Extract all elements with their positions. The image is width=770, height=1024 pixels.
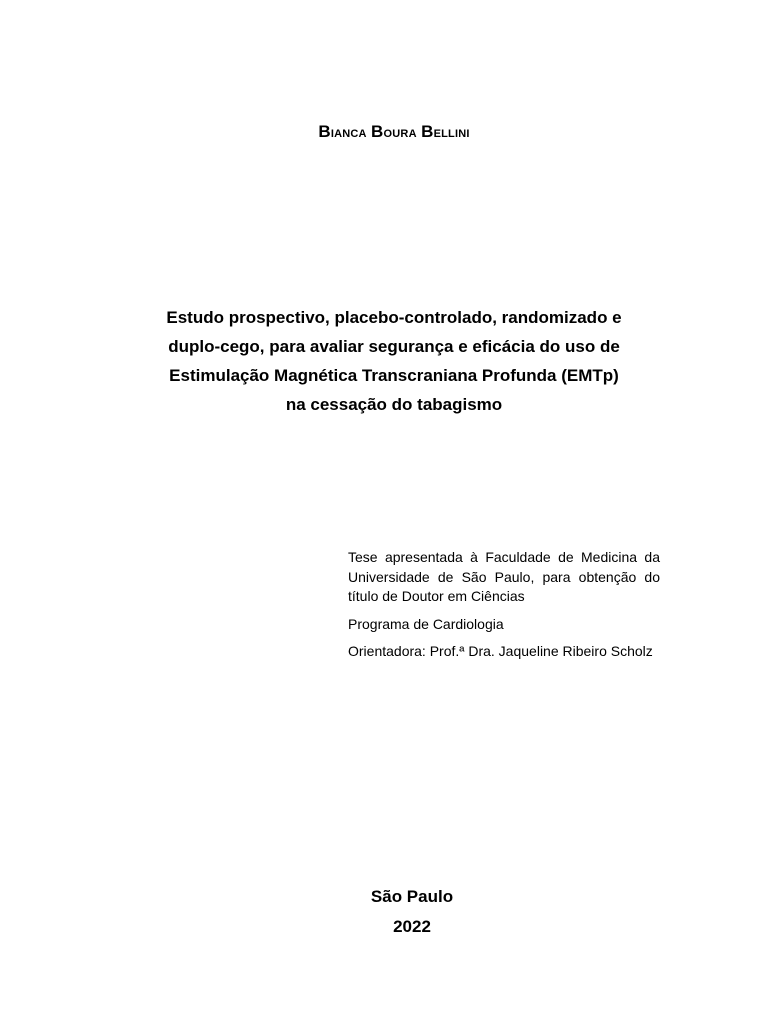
title-line: duplo-cego, para avaliar segurança e eficácia do uso de [168,337,620,356]
title-line: Estimulação Magnética Transcraniana Profunda (EMTp) [169,366,619,385]
author-name: Bianca Boura Bellini [318,122,470,141]
advisor-name: Orientadora: Prof.ª Dra. Jaqueline Ribeiro Scholz [348,643,653,659]
program-name: Programa de Cardiologia [348,615,504,632]
city: São Paulo [370,887,454,906]
thesis-note: Tese apresentada à Faculdade de Medicina da Universidade de São Paulo, para obtenção do título de Doutor em Ciências [348,549,660,604]
year: 2022 [393,917,431,936]
title-line: na cessação do tabagismo [285,395,503,414]
title-line: Estudo prospectivo, placebo-controlado, randomizado e [166,308,622,327]
thesis-info-block [348,548,660,670]
thesis-title [140,303,648,419]
